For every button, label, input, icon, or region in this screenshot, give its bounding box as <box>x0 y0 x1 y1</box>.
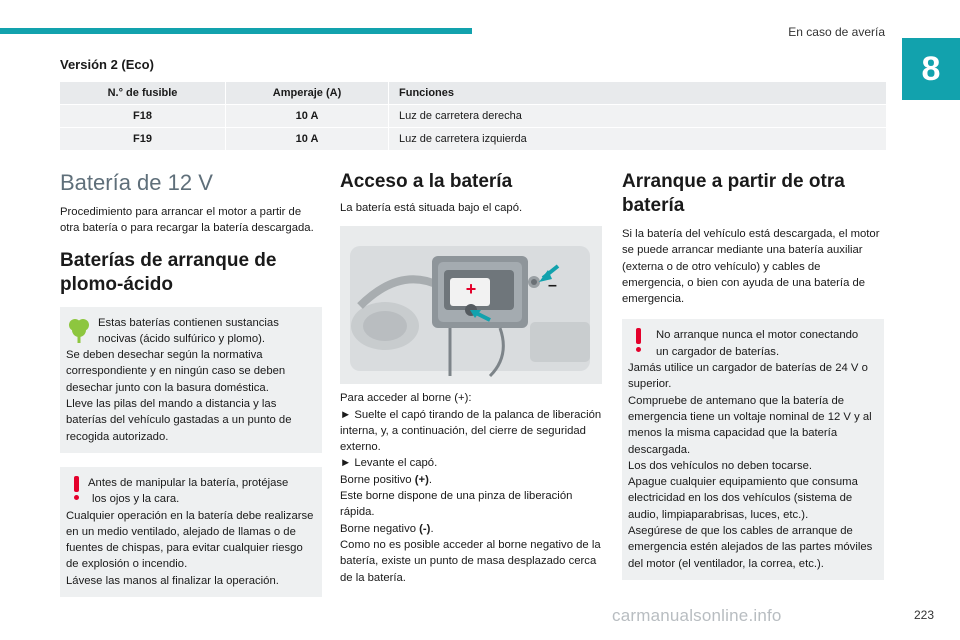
header-accent-bar <box>0 28 472 34</box>
chapter-number-tab: 8 <box>902 38 960 100</box>
access-step-intro: Para acceder al borne (+): <box>340 392 472 405</box>
column-header-fuse-number: N.° de fusible <box>60 82 226 105</box>
jump-warning-no-contact: Los dos vehículos no deben tocarse. <box>628 459 813 472</box>
eco-info-box <box>60 307 322 453</box>
battery-access-title: Acceso a la batería <box>340 171 513 192</box>
warning-line-1: Antes de manipular la batería, protéjase <box>88 476 289 489</box>
eco-box-recycling-text: Lleve las pilas del mando a distancia y las baterías del vehículo gastadas a un punto de recogida autorizado. <box>66 398 292 443</box>
function-cell: Luz de carretera derecha <box>389 105 887 128</box>
watermark: carmanualsonline.info <box>612 606 782 625</box>
eco-box-line-1: Estas baterías contienen sustancias <box>98 316 279 329</box>
table-header-row <box>60 82 886 105</box>
battery-12v-column <box>60 170 322 597</box>
battery-access-intro: La batería está situada bajo el capó. <box>340 202 523 214</box>
access-step-lift-hood: ► Levante el capó. <box>340 457 438 470</box>
battery-access-column <box>340 170 602 586</box>
eco-box-line-2: nocivas (ácido sulfúrico y plomo). <box>98 332 266 345</box>
warning-ventilation-text: Cualquier operación en la batería debe realizarse en un medio ventilado, alejado de llamas o de fuentes de chispas, para evitar cualquier riesgo de explosión o incendio. <box>66 509 314 571</box>
positive-sign: (+) <box>414 473 429 486</box>
positive-terminal-label: + <box>465 279 477 300</box>
version-title: Versión 2 (Eco) <box>60 57 154 72</box>
jump-warning-switch-off: Apague cualquier equipamiento que consuma electricidad en los dos vehículos (sistema de audio, limpiaparabrisas, luces, etc.). <box>628 476 858 521</box>
column-header-functions: Funciones <box>389 82 887 105</box>
jump-warning-voltage-check: Compruebe de antemano que la batería de emergencia tiene un voltaje nominal de 12 V y al menos la misma capacidad que la batería descargada. <box>628 394 872 456</box>
page-number: 223 <box>913 608 934 622</box>
jump-warning-line-2: un cargador de baterías. <box>656 345 780 358</box>
table-row <box>60 105 886 128</box>
positive-terminal-label-text: Borne positivo <box>340 473 415 486</box>
warning-exclamation-icon <box>636 328 642 352</box>
warning-wash-hands-text: Lávese las manos al finalizar la operación. <box>66 574 279 587</box>
battery-12v-title: Batería de 12 V <box>60 170 213 195</box>
negative-terminal-text: Como no es posible acceder al borne negativo de la batería, existe un punto de masa desplazado cerca de la batería. <box>340 538 601 584</box>
jump-warning-24v: Jamás utilice un cargador de baterías de 24 V o superior. <box>628 362 868 391</box>
negative-terminal-label-text: Borne negativo <box>340 522 420 535</box>
warning-line-2: los ojos y la cara. <box>92 493 180 506</box>
amperage-cell: 10 A <box>226 128 389 151</box>
lead-acid-subtitle: Baterías de arranque de plomo-ácido <box>60 249 277 295</box>
jump-start-warning-box <box>622 319 884 579</box>
access-step-release-hood: ► Suelte el capó tirando de la palanca de liberación interna, y, a continuación, del cierre de seguridad externo. <box>340 408 602 454</box>
engine-bay-illustration <box>340 226 602 384</box>
jump-warning-cables: Asegúrese de que los cables de arranque de emergencia estén alejados de las partes móviles del motor (el ventilador, la correa, etc.). <box>628 525 873 570</box>
jump-warning-line-1: No arranque nunca el motor conectando <box>656 329 859 342</box>
jump-start-title: Arranque a partir de otra batería <box>622 171 845 216</box>
battery-warning-box <box>60 467 322 597</box>
eco-tree-icon <box>68 317 90 343</box>
positive-terminal-text: Este borne dispone de una pinza de liberación rápida. <box>340 490 573 519</box>
fuse-number-cell: F18 <box>60 105 226 128</box>
table-row <box>60 128 886 151</box>
engine-battery-image <box>340 226 602 384</box>
negative-sign: (-) <box>419 522 431 535</box>
function-cell: Luz de carretera izquierda <box>389 128 887 151</box>
warning-exclamation-icon <box>74 476 80 500</box>
jump-start-column <box>622 170 884 580</box>
column-header-amperage: Amperaje (A) <box>226 82 389 105</box>
ground-point-label: – <box>548 277 557 295</box>
fuse-number-cell: F19 <box>60 128 226 151</box>
amperage-cell: 10 A <box>226 105 389 128</box>
negative-terminal-heading: Borne negativo (-). <box>340 522 434 535</box>
jump-start-intro: Si la batería del vehículo está descargada, el motor se puede arrancar mediante una batería auxiliar (externa o de otro vehículo) y cables de emergencia, o bien con ayuda de una batería de emergencia. <box>622 228 880 306</box>
section-title: En caso de avería <box>788 25 885 39</box>
positive-terminal-heading: Borne positivo (+). <box>340 473 432 486</box>
eco-box-disposal-text: Se deben desechar según la normativa correspondiente y en ningún caso se deben desechar junto con la basura doméstica. <box>66 349 286 394</box>
battery-12v-intro: Procedimiento para arrancar el motor a partir de otra batería o para recargar la batería descargada. <box>60 206 314 235</box>
fuse-table <box>60 82 886 151</box>
